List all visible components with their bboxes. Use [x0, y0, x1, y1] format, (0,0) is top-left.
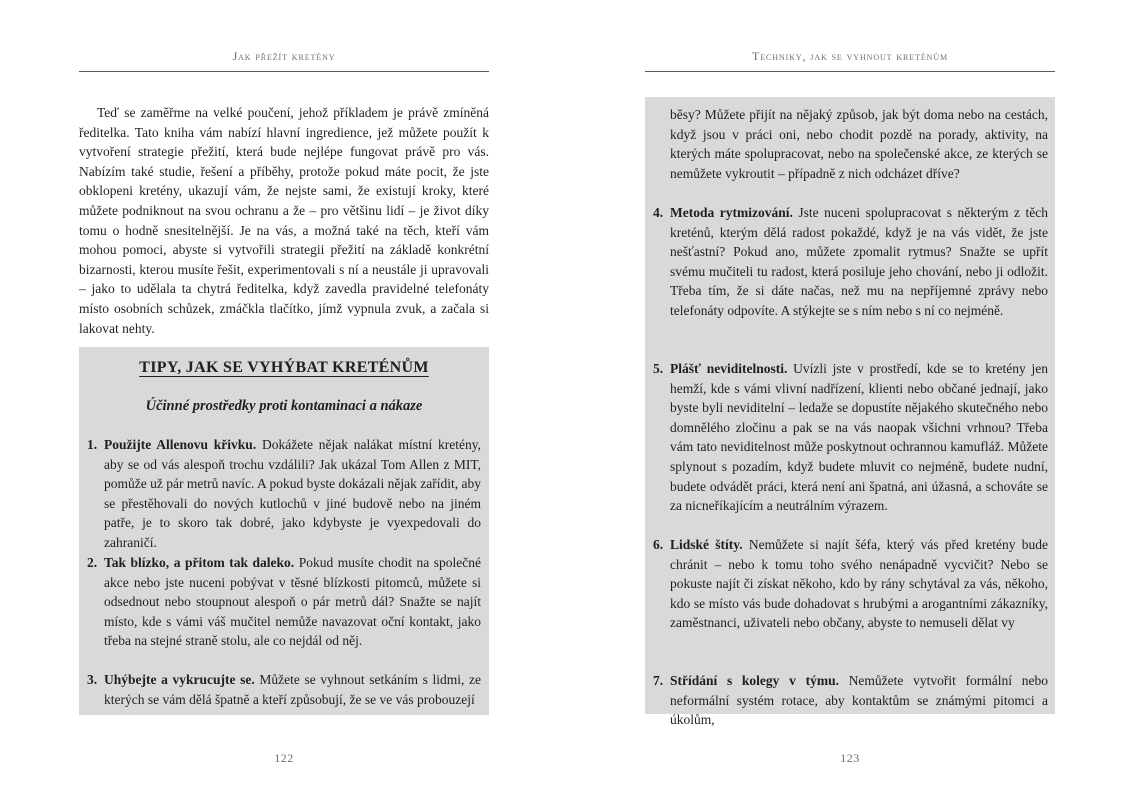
- tip-number: 2.: [87, 555, 98, 570]
- header-rule: [645, 71, 1055, 72]
- right-page: [567, 0, 1134, 800]
- tip-item: [653, 359, 1048, 516]
- tip-body: [653, 359, 1048, 516]
- tip-text: Nemůžete vytvořit formální nebo neformální systém rotace, aby kontaktům se známými pitomci a úkolům,: [670, 673, 1048, 728]
- tip-title: Plášť neviditelnosti.: [670, 361, 788, 376]
- tip-title: Uhýbejte a vykrucujte se.: [104, 672, 255, 687]
- tip-number: 7.: [653, 673, 664, 688]
- box-title: [79, 359, 489, 377]
- tip-text: Jste nuceni spolupracovat s některým z těch kreténů, kterým dělá radost pokaždé, když je na vás vidět, že jste nešťastní? Pokud ano, můžete zpomalit rytmus? Snažte se upřít svému mučiteli tu radost, která posiluje jeho chování, nebo ji odložit. Třeba tím, že si dáte načas, než mu na nepříjemné zprávy nebo telefonáty odpovíte. A stýkejte se s ním nebo s ní co nejméně.: [670, 205, 1048, 318]
- tip-title: Použijte Allenovu křivku.: [104, 437, 257, 452]
- tip-item: [87, 435, 481, 553]
- tip-body: [653, 203, 1048, 321]
- tip-number: 1.: [87, 437, 98, 452]
- tip-item: [653, 535, 1048, 633]
- tip-number: 5.: [653, 361, 664, 376]
- page-number: 122: [274, 751, 294, 765]
- tip-text: Pokud musíte chodit na společné akce nebo jste nuceni pobývat v těsné blízkosti pitomců, můžete si odsednout nebo stoupnout alespoň o pár metrů dál? Snažte se najít místo, kde s vámi váš mučitel nemůže navazovat oční kontakt, jako třeba na stejné straně stolu, ale co nejdál od něj.: [104, 555, 481, 649]
- tip-item: [653, 671, 1048, 730]
- tip-body: [653, 671, 1048, 730]
- tip-title: Metoda rytmizování.: [670, 205, 793, 220]
- tip-text: Můžete se vyhnout setkáním s lidmi, ze kterých se vám dělá špatně a kteří způsobují, že se ve vás probouzejí: [104, 672, 482, 707]
- tip-body: [87, 553, 481, 651]
- tip-body: [87, 670, 481, 709]
- running-head: Jak přežít kretény: [232, 49, 336, 63]
- tip-title: Lidské štíty.: [670, 537, 743, 552]
- box-title-text: TIPY, JAK SE VYHÝBAT KRETÉNŮM: [139, 359, 429, 376]
- body-paragraph: Teď se zaměřme na velké poučení, jehož příkladem je právě zmíněná ředitelka. Tato kniha vám nabízí hlavní ingredience, jež můžete použít k vytvoření strategie přežití, která bude nejlépe fungovat právě pro vás. Nabízím také studie, řešení a příběhy, protože pokud máte pocit, že jste obklopeni kretény, ukazují vám, že nejste sami, že existují kroky, které můžete podniknout na svou ochranu a že – pro většinu lidí – je život díky tomu o hodně snesitelnější. Je na vás, a možná také na těch, kteří vám mohou pomoci, abyste si vytvořili strategii přežití na základě konkrétní bizarnosti, kterou musíte řešit, experimentovali s ní a neustále ji upravovali – jako to udělala ta chytrá ředitelka, když zavedla pravidelné telefonáty místo osobních schůzek, zmáčkla tlačítko, jímž vypnula zvuk, a začala si lakovat nehty.: [79, 105, 489, 336]
- page-number: 123: [840, 751, 860, 765]
- running-head: Techniky, jak se vyhnout kreténům: [751, 49, 949, 63]
- tip-text: Dokážete nějak nalákat místní kretény, aby se od vás alespoň trochu vzdálili? Jak ukázal Tom Allen z MIT, pomůže už pár metrů navíc. A pokud byste dokázali nějak zařídit, aby se přestěhovali do nových kutlochů v jiné budově nebo na jiném patře, je to skoro tak dobré, jako kdybyste je vyexpedovali do zahraničí.: [104, 437, 482, 550]
- tip-continuation: běsy? Můžete přijít na nějaký způsob, jak být doma nebo na cestách, když jsou v práci oni, nebo chodit pozdě na porady, aktivity, na kterých máte spolupracovat, nebo na společenské akce, ze kterých se nemůžete vykroutit – případně z nich odcházet dříve?: [670, 107, 1048, 181]
- tip-number: 4.: [653, 205, 664, 220]
- box-subtitle: Účinné prostředky proti kontaminaci a nákaze: [145, 398, 423, 414]
- tip-item: [653, 203, 1048, 321]
- tip-item: [87, 553, 481, 651]
- tip-item: [87, 670, 481, 709]
- header-rule: [79, 71, 489, 72]
- tip-body: [653, 535, 1048, 633]
- tip-title: Střídání s kolegy v týmu.: [670, 673, 839, 688]
- tip-text: Uvízli jste v prostředí, kde se to kretény jen hemží, kde s vámi vlivní nadřízení, klienti nebo občané jednají, jako byste byli neviditelní – ledaže se dopustíte nějakého skutečného nebo domnělého zločinu a pak se na vás naopak všichni vrhnou? Třeba vám tato neviditelnost může poskytnout ochrannou kamufláž. Můžete splynout s pozadím, když budete mluvit co nejméně, budete nudní, budete odvádět práci, která není ani špatná, ani úžasná, a schováte se za nicneříkajícím a neutrálním výrazem.: [670, 361, 1048, 514]
- tip-number: 6.: [653, 537, 664, 552]
- tips-box: [79, 347, 489, 715]
- tip-text: Nemůžete si najít šéfa, který vás před kretény bude chránit – nebo k tomu toho svého nenápadně vycvičit? Nebo se pokuste najít či získat někoho, kdo by rány schytával za vás, někoho, kdo se místo vás bude dohadovat s hrubými a arogantními zákazníky, zaměstnanci, uživateli nebo občany, abyste to nemuseli dělat vy: [670, 537, 1048, 631]
- tip-number: 3.: [87, 672, 98, 687]
- tip-body: [87, 435, 481, 553]
- tip-title: Tak blízko, a přitom tak daleko.: [104, 555, 295, 570]
- tips-box: [645, 97, 1055, 728]
